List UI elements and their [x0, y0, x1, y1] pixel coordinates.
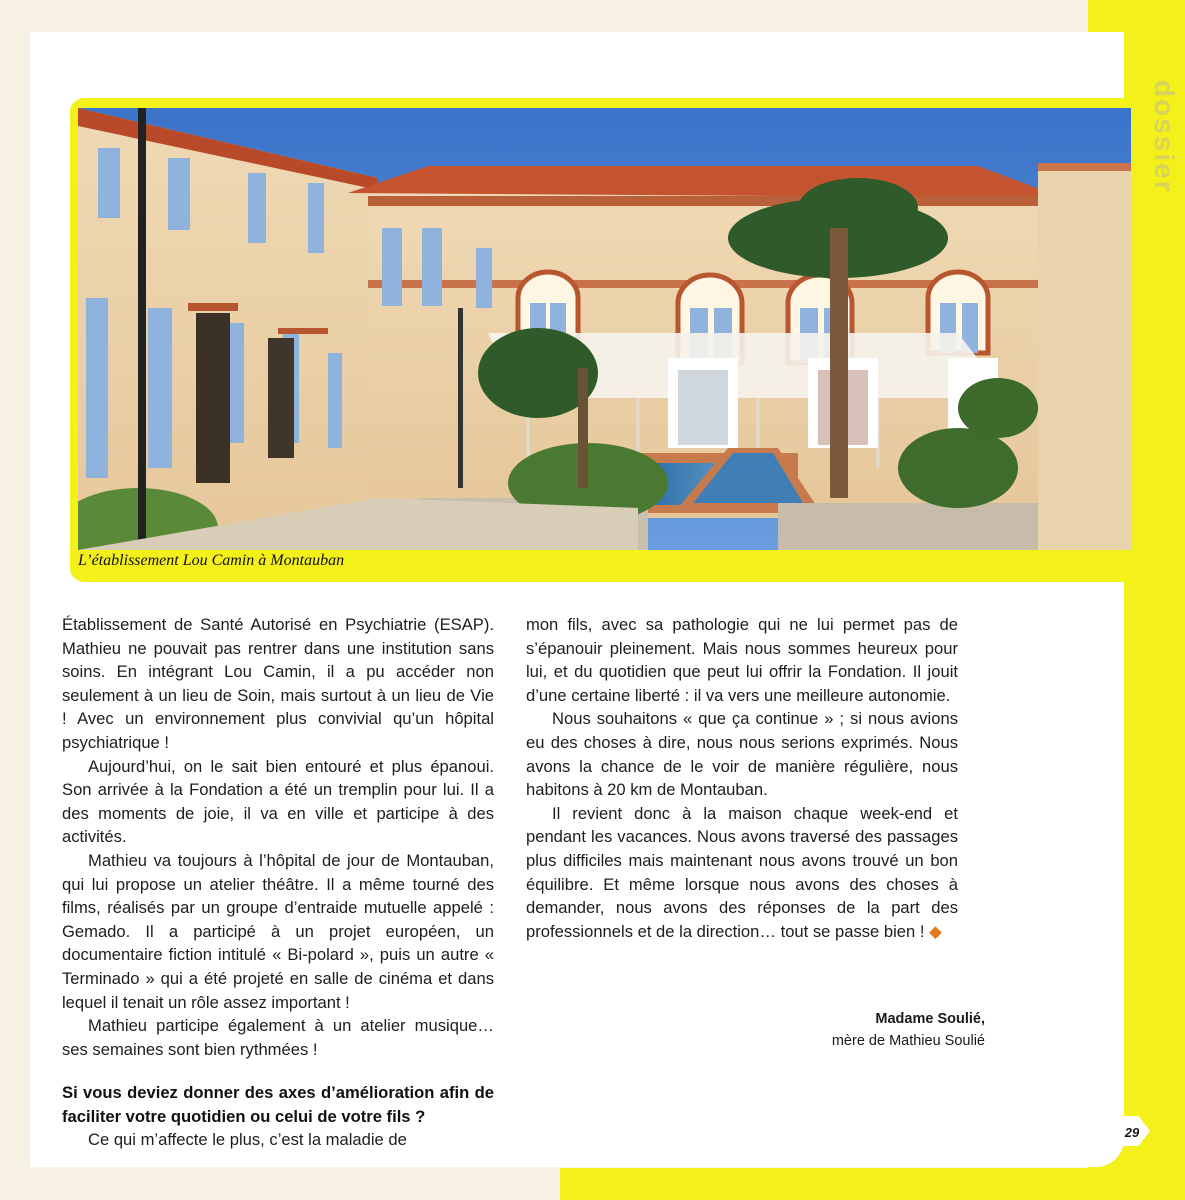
paragraph: Établissement de Santé Autorisé en Psychiatrie (ESAP). Mathieu ne pouvait pas rentrer dans une institution sans soins. En intégrant Lou Camin, il a pu accéder non seulement à un lieu de Soin, mais surtout à un lieu de Vie ! Avec un environnement plus convivial qu’un hôpital psychiatrique ! — [62, 615, 494, 752]
author-role: mère de Mathieu Soulié — [831, 1033, 985, 1049]
paragraph: Nous souhaitons « que ça continue » ; si nous avions eu des choses à dire, nous nous serions exprimés. Nous avons la chance de le voir de manière régulière, nous habitons à 20 km de Montauban. — [526, 709, 958, 800]
page-number: 29 — [1124, 1124, 1140, 1140]
paragraph-text: Il revient donc à la maison chaque week-end et pendant les vacances. Nous avons traversé des passages plus difficiles mais maintenant nous avons trouvé un bon équilibre. Et même lorsque nous avons des choses à demander, nous avons des réponses de la part des professionnels et de la direction… tout se passe bien ! — [526, 803, 958, 941]
section-tab: dossier — [1149, 80, 1180, 194]
author-name: Madame Soulié, — [875, 1011, 985, 1027]
yellow-bottom-band — [560, 1168, 1185, 1200]
end-diamond-icon: ◆ — [929, 921, 942, 941]
article-right-column — [526, 613, 958, 943]
paragraph: Aujourd’hui, on le sait bien entouré et plus épanoui. Son arrivée à la Fondation a été un tremplin pour lui. Il a des moments de joie, il va en ville et participe à des activités. — [62, 756, 494, 847]
answer-start: Ce qui m’affecte le plus, c’est la maladie de — [88, 1130, 407, 1150]
paragraph: mon fils, avec sa pathologie qui ne lui permet pas de s’épanouir pleinement. Mais nous sommes heureux pour lui, et du quotidien que peut lui offrir la Fondation. Il jouit d’une certaine liberté : il va vers une meilleure autonomie. — [526, 615, 958, 705]
signature — [700, 1008, 985, 1052]
interview-question: Si vous deviez donner des axes d’amélioration afin de faciliter votre quotidien ou celui de votre fils ? — [62, 1083, 494, 1126]
paragraph: Mathieu participe également à un atelier musique… ses semaines sont bien rythmées ! — [62, 1016, 494, 1059]
building-photo — [78, 108, 1131, 550]
article-left-column — [62, 613, 494, 1152]
paragraph: Mathieu va toujours à l’hôpital de jour de Montauban, qui lui propose un atelier théâtre. Il a même tourné des films, réalisés par un groupe d’entraide mutuelle appelé : Gemado. Il a participé à un projet européen, un documentaire fiction intitulé « Bi-polard », puis un autre « Terminado » qui a été projeté en salle de cinéma et dans lequel il tenait un rôle assez important ! — [62, 850, 494, 1012]
paragraph — [526, 802, 958, 944]
photo-caption: L’établissement Lou Camin à Montauban — [78, 552, 345, 569]
